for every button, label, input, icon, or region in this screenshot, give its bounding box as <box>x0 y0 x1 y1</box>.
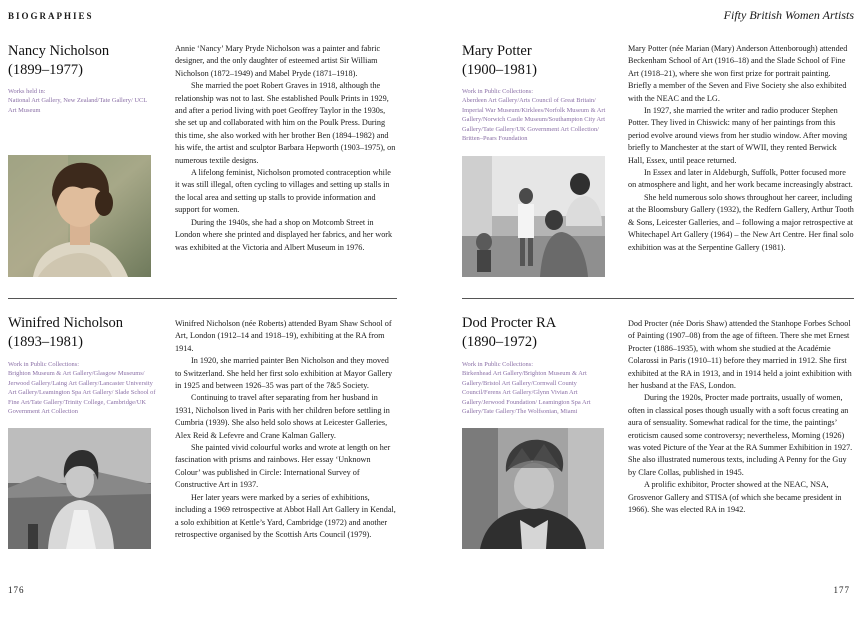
artist-name: Mary Potter <box>462 43 532 59</box>
bio-paragraph: In Essex and later in Aldeburgh, Suffolk, Potter focused more on atmosphere and light, and her work became increasingly abstract. <box>628 168 853 190</box>
collections-label: Work in Public Collections: <box>462 361 534 368</box>
entry-nancy-heading <box>8 42 168 80</box>
portrait-photo-image <box>462 428 604 549</box>
bio-paragraph: A lifelong feminist, Nicholson promoted contraception while it was still illegal, often cycling to villages and setting up stalls in the local area and setting up stalls to provide information and support for women. <box>175 168 391 215</box>
collections-label: Works held in: <box>8 88 46 95</box>
portrait-painting-image <box>8 155 151 277</box>
book-title: Fifty British Women Artists <box>723 8 854 22</box>
entry-mary-bio <box>628 43 854 254</box>
section-divider <box>8 298 397 299</box>
bio-paragraph: Her later years were marked by a series of exhibitions, including a 1969 retrospective at Abbot Hall Art Gallery in Kendal, a solo exhibition at Kettle’s Yard, Cambridge (1972) and another retrospective organised by the Scottish Arts Council (1979). <box>175 492 396 539</box>
bio-paragraph: Continuing to travel after separating from her husband in 1931, Nicholson lived in Paris with her children before settling in Cumbria (1939). She also held solo shows at Leicester Galleries, Alex Reid & Lefevre and Crane Kalman Gallery. <box>175 393 390 440</box>
entry-nancy-bio <box>175 43 397 254</box>
bio-paragraph: Winifred Nicholson (née Roberts) attended Byam Shaw School of Art, London (1912–14 and 1918–19), exhibiting at the RA from 1914. <box>175 319 392 353</box>
bio-paragraph: She held numerous solo shows throughout her career, including at the Bloomsbury Gallery (1932), the Redfern Gallery, Arthur Tooth & Sons, Leicester Galleries, and – following a major retrospective at Whitechapel Art Gallery (1964) – the New Art Centre. Her final solo exhibition was at the Serpentine Gallery (1981). <box>628 192 854 252</box>
portrait-photo-image <box>8 428 151 549</box>
collections-list: Aberdeen Art Gallery/Arts Council of Great Britain/ Imperial War Museum/Kirklees/Norfolk Museum & Art Gallery/Norwich Castle Museum/Southampton City Art Gallery/Tate Gallery/UK Government Art Collection/ Britten–Pears Foundation <box>462 97 606 143</box>
bio-paragraph: She married the poet Robert Graves in 1918, although the relationship was not to last. She established Poulk Prints in 1929, and after a period living with poet Geoffrey Taylor in the 1930s, she set up and collaborated with him on the Poulk Press. During this time, she also worked with her brother Ben (1894–1982) and his wife, the artist and sculptor Barbara Hepworth (1903–1975), on numerous textile designs. <box>175 81 396 165</box>
artist-dates: (1893–1981) <box>8 334 83 350</box>
family-photo-image <box>462 156 605 277</box>
entry-winifred-collections <box>8 360 158 416</box>
entry-dod-collections <box>462 360 610 416</box>
bio-paragraph: A prolific exhibitor, Procter showed at the NEAC, NSA, Grosvenor Gallery and STISA (of which she became president in 1966). She was elected RA in 1942. <box>628 480 842 515</box>
section-divider <box>462 298 854 299</box>
entry-winifred-bio <box>175 318 397 541</box>
artist-dates: (1890–1972) <box>462 334 537 350</box>
artist-name: Nancy Nicholson <box>8 43 110 59</box>
entry-mary-collections <box>462 87 610 143</box>
page-number-left: 176 <box>8 585 25 595</box>
collections-list: National Art Gallery, New Zealand/Tate Gallery/ UCL Art Museum <box>8 97 147 114</box>
collections-list: Birkenhead Art Gallery/Brighton Museum & Art Gallery/Bristol Art Gallery/Cornwall County Council/Ferens Art Gallery/Glynn Vivian Art Gallery/Jerwood Foundation/ Leamington Spa Art Gallery/Tate Gallery/The Wolfsonian, Miami <box>462 370 591 416</box>
bio-paragraph: Annie ‘Nancy’ Mary Pryde Nicholson was a painter and fabric designer, and the only daughter of esteemed artist Sir William Nicholson (1872–1949) and Mabel Pryde (1871–1918). <box>175 44 381 78</box>
bio-paragraph: Mary Potter (née Marian (Mary) Anderson Attenborough) attended Beckenham School of Art (1916–18) and the Slade School of Fine Art (1918–21), where she won first prize for portrait painting. Briefly a member of the Seven and Five Society she also exhibited with the NEAC and the LG. <box>628 44 848 103</box>
bio-paragraph: In 1927, she married the writer and radio producer Stephen Potter. They lived in Chiswick: many of her paintings from this period evolve around views from her studio window. After moving briefly to Manchester at the start of WWII, they rented Berwick Hall, Essex, until peace returned. <box>628 106 848 165</box>
entry-dod-bio <box>628 318 854 517</box>
artist-dates: (1899–1977) <box>8 62 83 78</box>
artist-name: Winifred Nicholson <box>8 315 123 331</box>
portrait-nancy-nicholson <box>8 155 151 277</box>
portrait-dod-procter <box>462 428 604 549</box>
collections-label: Work in Public Collections: <box>8 361 80 368</box>
photo-mary-potter <box>462 156 605 277</box>
bio-paragraph: During the 1920s, Procter made portraits, usually of women, often in classical poses though usually with a soft focus creating an aura of sensuality. Somewhat radical for the time, the paintings’ eroticism caused some controversy; nevertheless, Morning (1926) was voted Picture of the Year at the RA Summer Exhibition in 1927. She also illustrated numerous texts, including A Penny for the Guy by Clare Collas, published in 1945. <box>628 393 853 477</box>
artist-dates: (1900–1981) <box>462 62 537 78</box>
entry-dod-heading <box>462 314 622 352</box>
entry-mary-heading <box>462 42 622 80</box>
bio-paragraph: In 1920, she married painter Ben Nicholson and they moved to Switzerland. She held her first solo exhibition at Mayor Gallery in 1925 and between 1926–35 was part of the 7&5 Society. <box>175 356 393 391</box>
entry-winifred-heading <box>8 314 168 352</box>
portrait-winifred-nicholson <box>8 428 151 549</box>
collections-label: Work in Public Collections: <box>462 88 534 95</box>
page-number-right: 177 <box>833 585 850 595</box>
bio-paragraph: During the 1940s, she had a shop on Motcomb Street in London where she printed and displayed her fabrics, and her work was exhibited at the Victoria and Albert Museum in 1976. <box>175 217 393 252</box>
entry-nancy-collections <box>8 87 153 115</box>
bio-paragraph: Dod Procter (née Doris Shaw) attended the Stanhope Forbes School of Painting (1907–08) from the age of fifteen. There she met Ernest Procter (1886–1935), with whom she studied at the Académie Colarossi in Paris (1910–11) before they married in 1912. She first exhibited at the RA in 1913, and in 1914 held a joint exhibition with her husband at the FAS, London. <box>628 319 852 391</box>
artist-name: Dod Procter RA <box>462 315 557 331</box>
bio-paragraph: She painted vivid colourful works and wrote at length on her fascination with prisms and rainbows. Her essay ‘Unknown Colour’ was published in Circle: International Survey of Constructive Art in 1937. <box>175 443 391 490</box>
collections-list: Brighton Museum & Art Gallery/Glasgow Museums/ Jerwood Gallery/Laing Art Gallery/Lancaster University Art Gallery/Leamington Spa Art Gallery/ Slade School of Fine Art/Tate Gallery/Trinity College, Cambridge/UK Government Art Collection <box>8 370 156 416</box>
section-label: BIOGRAPHIES <box>8 11 94 21</box>
